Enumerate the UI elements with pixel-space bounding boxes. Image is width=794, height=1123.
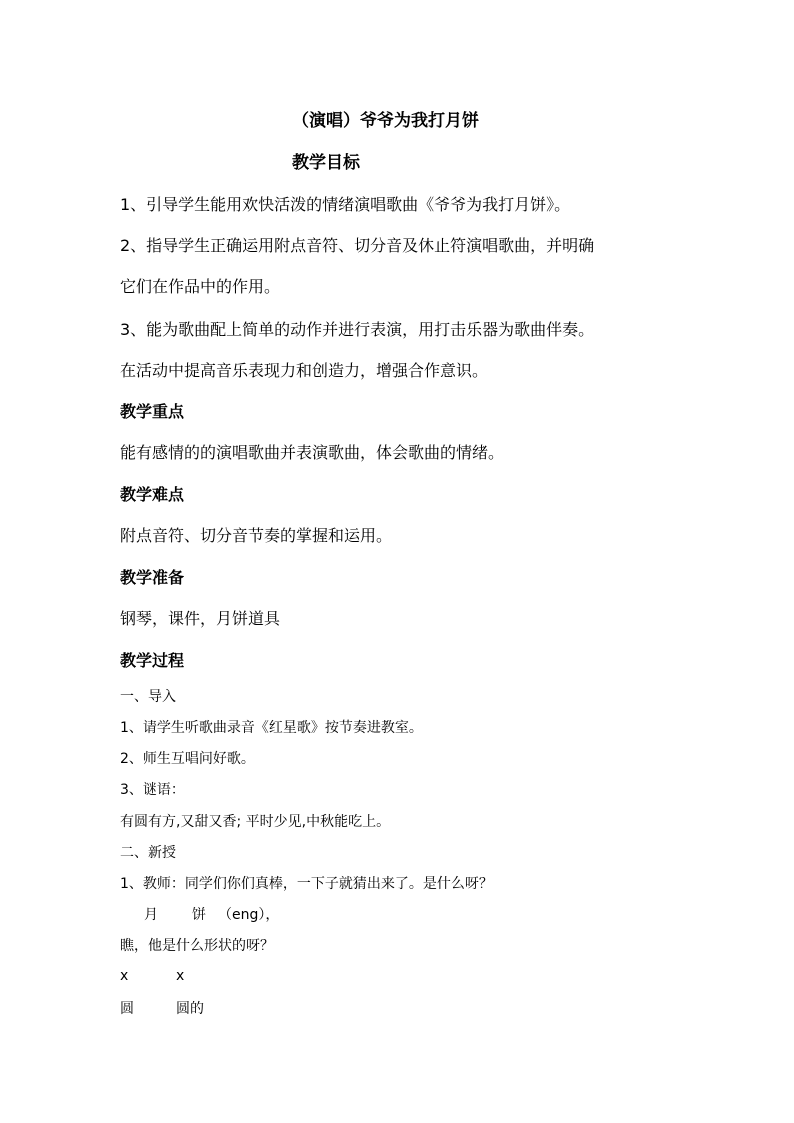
process-line-7: 1、教师：同学们你们真棒，一下子就猜出来了。是什么呀？ [120, 876, 493, 892]
objectives-heading: 教学目标 [292, 153, 360, 173]
prep-text: 钢琴，课件，月饼道具 [120, 609, 281, 628]
process-line-6: 二、新授 [120, 845, 176, 861]
process-line-3: 2、师生互唱问好歌。 [120, 751, 255, 767]
difficulty-text: 附点音符、切分音节奏的掌握和运用。 [120, 526, 393, 545]
objective-line-3: 它们在作品中的作用。 [120, 277, 281, 296]
process-line-5: 有圆有方,又甜又香; 平时少见,中秋能吃上。 [120, 814, 391, 830]
word-yuan-de: 圆的 [176, 1001, 204, 1017]
rhythm-x-2: x [176, 968, 185, 984]
key-heading: 教学重点 [120, 402, 185, 421]
process-line-4: 3、谜语： [120, 782, 185, 798]
objective-line-1: 1、引导学生能用欢快活泼的情绪演唱歌曲《爷爷为我打月饼》。 [120, 195, 571, 214]
objective-line-5: 在活动中提高音乐表现力和创造力，增强合作意识。 [120, 361, 489, 380]
process-heading: 教学过程 [120, 651, 185, 670]
objective-line-2: 2、指导学生正确运用附点音符、切分音及休止符演唱歌曲，并明确 [120, 236, 595, 255]
key-text: 能有感情的的演唱歌曲并表演歌曲，体会歌曲的情绪。 [120, 443, 505, 462]
word-bing: 饼 [192, 907, 206, 923]
look-line: 瞧，他是什么形状的呀？ [120, 938, 274, 954]
word-yue: 月 [144, 907, 158, 923]
pinyin-eng: （eng）， [218, 907, 280, 923]
rhythm-x-1: x [120, 968, 129, 984]
objective-line-4: 3、能为歌曲配上简单的动作并进行表演，用打击乐器为歌曲伴奏。 [120, 320, 595, 339]
document-title: （演唱）爷爷为我打月饼 [292, 111, 479, 131]
process-line-2: 1、请学生听歌曲录音《红星歌》按节奏进教室。 [120, 720, 423, 736]
difficulty-heading: 教学难点 [120, 485, 185, 504]
prep-heading: 教学准备 [120, 568, 185, 587]
word-yuan: 圆 [120, 1001, 134, 1017]
process-line-1: 一、导入 [120, 689, 176, 705]
